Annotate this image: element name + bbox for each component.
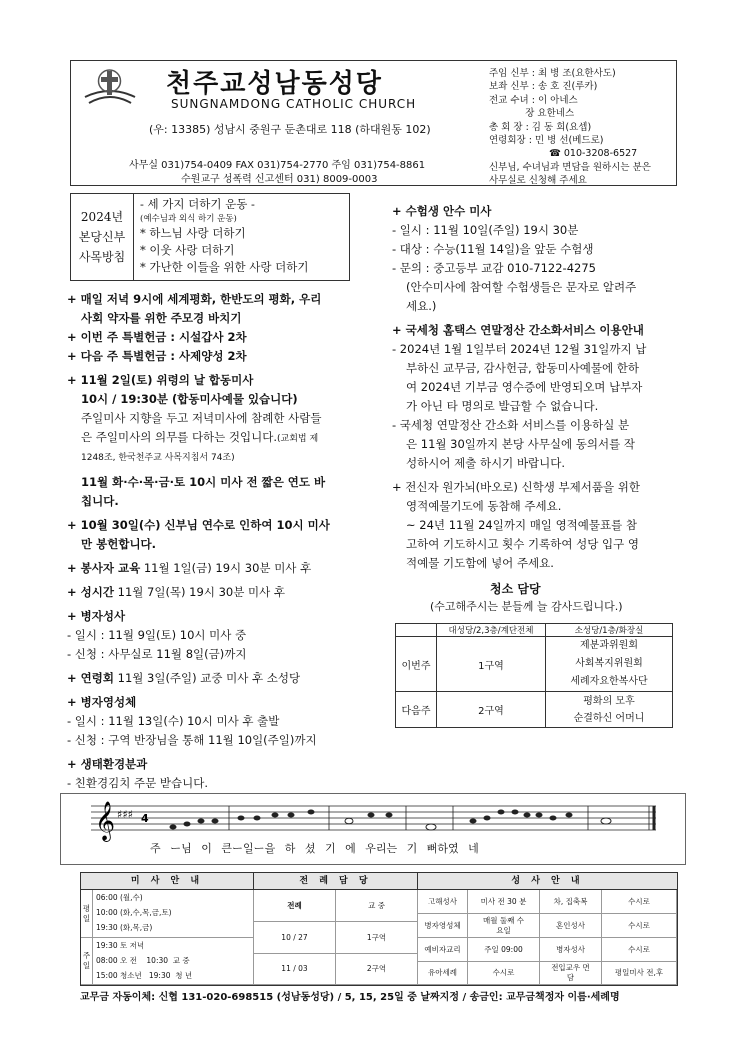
- address: (우: 13385) 성남시 중원구 둔촌대로 118 (하대원동 102): [149, 123, 431, 136]
- notice-canon-law: (교회법 제: [277, 434, 319, 444]
- table-row: [396, 624, 673, 637]
- notice-exam-date: - 일시 : 11월 10일(주일) 19시 30분: [392, 223, 579, 237]
- music-lyrics: 주 ー님 이 큰ー일ー을 하 셨 기 에 우리는 기 뻐하였 네: [150, 842, 479, 855]
- notice-all-souls-text: 주일미사 지향을 두고 저녁미사에 참례한 사람들: [81, 411, 322, 425]
- info-table: [80, 872, 678, 986]
- notice-prayer-cont: 사회 약자를 위한 주모경 바치기: [81, 311, 242, 325]
- notice-ordination-text: ~ 24년 11월 24일까지 매일 영적예물표를 참: [406, 518, 637, 532]
- sacrament-time: 수시로: [602, 890, 677, 914]
- sacrament-time: 수시로: [468, 962, 540, 985]
- notice-priest-training: + 10월 30일(수) 신부님 연수로 인하여 10시 미사: [67, 518, 330, 532]
- notice-exam-mass: + 수험생 안수 미사: [392, 204, 492, 218]
- notice-anointing-apply: - 신청 : 사무실로 11월 8일(금)까지: [67, 647, 247, 661]
- policy-note: (예수님과 외식 하기 운동): [140, 214, 237, 224]
- cell-line: 제분과위원회: [580, 640, 638, 651]
- church-title: 천주교성남동성당: [166, 69, 383, 99]
- sunday-mass-times: [93, 938, 254, 985]
- table-header: [396, 624, 437, 637]
- right-column: [392, 202, 682, 573]
- staff-line: 연령회장 : 민 병 선(베드로): [489, 135, 604, 147]
- staff-line: 장 요한네스: [489, 108, 575, 120]
- staff-line: 주임 신부 : 최 병 조(요한사도): [489, 68, 616, 79]
- notice-eco-text: - 친환경김치 주문 받습니다.: [67, 776, 208, 790]
- sacrament-name: 병자성사: [540, 938, 602, 962]
- pastoral-policy-box: [70, 193, 350, 281]
- notice-volunteer-text: 11월 1일(금) 19시 30분 미사 후: [140, 561, 312, 575]
- notice-priest-training-cont: 만 봉헌합니다.: [81, 537, 157, 551]
- weekday-label: 평일: [81, 890, 93, 938]
- server-date: 10 / 27: [254, 922, 336, 954]
- notice-canon-law-cont: 1248조, 한국천주교 사목지침서 74조): [81, 453, 235, 463]
- table-cell: [546, 692, 673, 728]
- sacrament-name: 고해성사: [418, 890, 468, 914]
- policy-label-line: 본당신부: [78, 230, 126, 244]
- policy-item: * 이웃 사랑 더하기: [140, 243, 235, 257]
- office-contacts: 사무실 031)754-0409 FAX 031)754-2770 주임 031)754-8861: [129, 160, 426, 171]
- notice-exam-note-cont: 세요.): [406, 299, 437, 313]
- notice-hometax-text: 성하시어 제출 하시기 바랍니다.: [406, 456, 566, 470]
- table-row: [396, 692, 673, 728]
- sacrament-name: 전입교우 면 담: [540, 962, 602, 985]
- notice-holy-hour-heading: + 성시간: [67, 585, 114, 599]
- server-group: 1구역: [336, 922, 418, 954]
- notice-ordination-text: 영적예물기도에 동참해 주세요.: [406, 499, 562, 513]
- notice-litany-cont: 칩니다.: [81, 494, 119, 508]
- table-cell: 다음주: [396, 692, 437, 728]
- table-cell: [546, 637, 673, 692]
- notice-all-souls-text: 은 주일미사의 의무를 다하는 것입니다.: [81, 430, 278, 444]
- cleaning-title: 청소 담당: [490, 582, 541, 596]
- notice-offering-this-week: + 이번 주 특별헌금 : 시설갑사 2차: [67, 330, 247, 344]
- table-cell: 2구역: [437, 692, 546, 728]
- sacrament-header: 성 사 안 내: [418, 873, 677, 890]
- svg-text:4: 4: [141, 812, 149, 825]
- notice-funeral-text: 11월 3일(주일) 교중 미사 후 소성당: [113, 671, 301, 685]
- notice-sick-communion-apply: - 신청 : 구역 반장님을 통해 11월 10일(주일)까지: [67, 733, 317, 747]
- notice-holy-hour-text: 11월 7일(목) 19시 30분 미사 후: [113, 585, 285, 599]
- notice-all-souls: + 11월 2일(토) 위령의 날 합동미사: [67, 373, 254, 387]
- table-row: [396, 637, 673, 692]
- church-logo-icon: [81, 67, 139, 111]
- notice-hometax-text: 가 아닌 타 명의로 발급할 수 없습니다.: [406, 399, 599, 413]
- server-date: 11 / 03: [254, 954, 336, 985]
- staff-line: 총 회 장 : 김 동 희(요셉): [489, 121, 592, 133]
- staff-line: 사무실로 신청해 주세요: [489, 175, 587, 187]
- notice-funeral-heading: + 연령회: [67, 671, 114, 685]
- mass-time: 19:30 토 저녁: [96, 941, 145, 950]
- notice-sick-communion: + 병자영성체: [67, 695, 137, 709]
- table-header: 대성당/2,3층/계단전체: [437, 624, 546, 637]
- mass-time: 19:30 (화,목,금): [96, 923, 153, 932]
- cell-line: 세례자요한복사단: [570, 676, 648, 687]
- sacrament-name: 혼인성사: [540, 914, 602, 938]
- sacrament-time: 주일 09:00: [468, 938, 540, 962]
- policy-item: * 하느님 사랑 더하기: [140, 226, 246, 240]
- sacrament-time: 미사 전 30 분: [468, 890, 540, 914]
- church-subtitle: SUNGNAMDONG CATHOLIC CHURCH: [171, 97, 417, 111]
- sacrament-time: 매월 둘째 수요일: [468, 914, 540, 938]
- header-box: [70, 60, 677, 186]
- notice-ordination-text: 적예물 기도함에 넣어 주세요.: [406, 556, 554, 570]
- sacrament-name: 차, 집축복: [540, 890, 602, 914]
- staff-line: 보좌 신부 : 송 호 진(루카): [489, 81, 598, 93]
- policy-label-line: 2024년: [80, 210, 124, 224]
- sacrament-name: 예비자교리: [418, 938, 468, 962]
- server-col-label: 교 중: [336, 890, 418, 922]
- staff-line: 전교 수녀 : 이 아네스: [489, 94, 578, 106]
- table-header: 소성당/1층/화장실: [546, 624, 673, 637]
- tithe-footer: 교무금 자동이체: 신협 131-020-698515 (성남동성당) / 5, 15, 25일 중 날짜지정 / 송금인: 교무금책정자 이름·세례명: [80, 992, 620, 1003]
- cell-line: 평화의 모후: [583, 695, 635, 707]
- staff-line: 신부님, 수녀님과 면담을 원하시는 분은: [489, 161, 651, 173]
- notice-exam-target: - 대상 : 수능(11월 14일)을 앞둔 수험생: [392, 242, 594, 256]
- notice-exam-note: (안수미사에 참여할 수험생들은 문자로 알려주: [406, 280, 637, 294]
- sacrament-name: 병자영성체: [418, 914, 468, 938]
- cleaning-subtitle: (수고해주시는 분들께 늘 감사드립니다.): [430, 600, 623, 613]
- notice-ordination-text: 고하여 기도하시고 횟수 기록하여 성당 입구 영: [406, 537, 640, 551]
- policy-heading: - 세 가지 더하기 운동 -: [140, 197, 255, 211]
- weekday-mass-times: [93, 890, 254, 938]
- notice-volunteer-heading: + 봉사자 교육: [67, 561, 141, 575]
- mass-time: 06:00 (월,수): [96, 893, 143, 902]
- sacrament-time: 수시로: [602, 914, 677, 938]
- sacrament-time: 평일미사 전,후: [602, 962, 677, 985]
- mass-time: 10:00 (화,수,목,금,토): [96, 908, 172, 917]
- notice-hometax-text: - 국세청 연말정산 간소화 서비스를 이용하실 분: [392, 418, 630, 432]
- sacrament-time: 수시로: [602, 938, 677, 962]
- notice-ordination: + 전신자 원가뇌(바오로) 신학생 부제서품을 위한: [392, 480, 640, 494]
- notice-hometax-text: - 2024년 1월 1일부터 2024년 12월 31일까지 납: [392, 342, 647, 356]
- mass-time: 15:00 청소년 19:30 청 년: [96, 971, 193, 980]
- notice-anointing: + 병자성사: [67, 609, 126, 623]
- notice-eco: + 생태환경분과: [67, 757, 148, 771]
- notice-hometax-text: 은 11월 30일까지 본당 사무실에 동의서를 작: [406, 437, 635, 451]
- mass-guide-header: 미 사 안 내: [81, 873, 254, 890]
- cell-line: 사회복지위원회: [575, 658, 643, 669]
- table-cell: 이번주: [396, 637, 437, 692]
- server-header: 전 례 담 당: [254, 873, 418, 890]
- sunday-label: 주일: [81, 938, 93, 985]
- notice-prayer: + 매일 저녁 9시에 세계평화, 한반도의 평화, 우리: [67, 292, 322, 306]
- report-center: 수원교구 성폭력 신고센터 031) 8009-0003: [181, 174, 378, 185]
- table-cell: 1구역: [437, 637, 546, 692]
- policy-label: [71, 194, 134, 280]
- staff-line: ☎ 010-3208-6527: [549, 148, 638, 160]
- cleaning-table: [395, 623, 673, 728]
- notice-sick-communion-date: - 일시 : 11월 13일(수) 10시 미사 후 출발: [67, 714, 280, 728]
- svg-text:♯♯♯: ♯♯♯: [117, 808, 133, 821]
- mass-time: 08:00 오 전 10:30 교 중: [96, 956, 190, 965]
- notice-exam-contact: - 문의 : 중고등부 교감 010-7122-4275: [392, 261, 596, 275]
- notice-all-souls-time: 10시 / 19:30분 (합동미사예물 있습니다): [81, 392, 298, 406]
- notice-litany: 11월 화·수·목·금·토 10시 미사 전 짧은 연도 바: [81, 475, 326, 489]
- notice-hometax-text: 부하신 교무금, 감사헌금, 합동미사예물에 한하: [406, 361, 640, 375]
- svg-text:𝄞: 𝄞: [95, 801, 116, 841]
- server-col-label: 전례: [254, 890, 336, 922]
- notice-anointing-date: - 일시 : 11월 9일(토) 10시 미사 중: [67, 628, 247, 642]
- sacrament-name: 유아세례: [418, 962, 468, 985]
- notice-hometax: + 국세청 홈택스 연말정산 간소화서비스 이용안내: [392, 323, 644, 337]
- policy-item: * 가난한 이들을 위한 사랑 더하기: [140, 260, 309, 274]
- cell-line: 순결하신 어머니: [573, 712, 645, 724]
- left-column: [67, 290, 367, 793]
- music-staff: [61, 794, 685, 844]
- notice-hometax-text: 여 2024년 기부금 영수증에 반영되오며 납부자: [406, 380, 643, 394]
- policy-label-line: 사목방침: [78, 250, 126, 264]
- staff-list: [489, 67, 651, 188]
- notice-offering-next-week: + 다음 주 특별헌금 : 사제양성 2차: [67, 349, 247, 363]
- server-group: 2구역: [336, 954, 418, 985]
- policy-content: [134, 194, 349, 280]
